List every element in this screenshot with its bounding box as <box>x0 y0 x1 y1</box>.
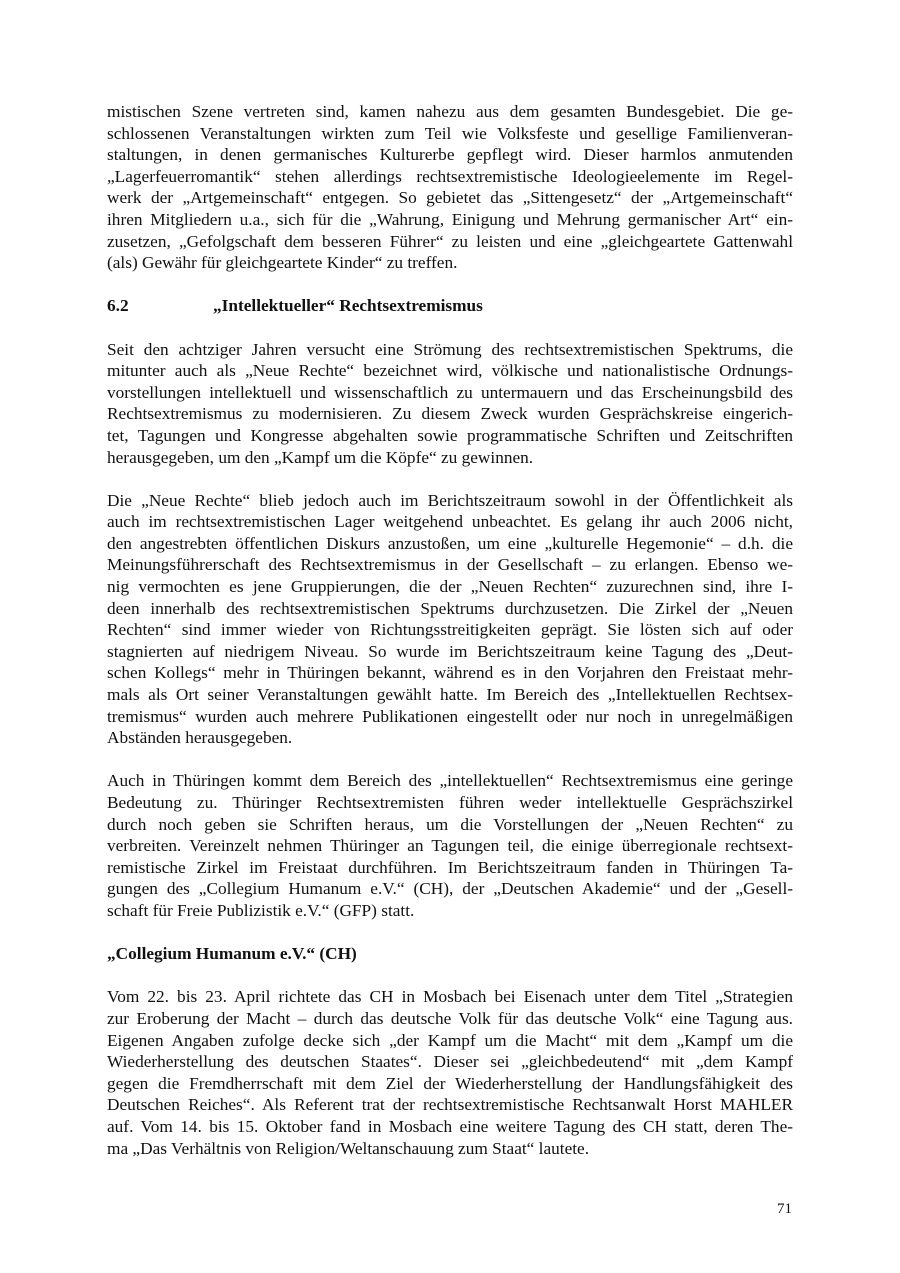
text-line: Rechtsextremismus zu modernisieren. Zu diesem Zweck wurden Gesprächskreise eingerich- <box>107 404 793 424</box>
document-page <box>107 101 793 1159</box>
text-line: Meinungsführerschaft des Rechtsextremismus in der Gesellschaft – zu erlangen. Ebenso we- <box>107 555 793 575</box>
text-line: Deutschen Reiches“. Als Referent trat der rechtsextremistische Rechtsanwalt Horst MAHLER <box>107 1095 793 1115</box>
text-line: verbreiten. Vereinzelt nehmen Thüringer an Tagungen teil, die einige überregionale rechtsext- <box>107 836 793 856</box>
text-line: mals als Ort seiner Veranstaltungen gewählt hatte. Im Bereich des „Intellektuellen Rechtsex- <box>107 685 793 705</box>
text-line: schen Kollegs“ mehr in Thüringen bekannt, während es in den Vorjahren den Freistaat mehr- <box>107 663 793 683</box>
text-line: staltungen, in denen germanisches Kulturerbe gepflegt wird. Dieser harmlos anmutenden <box>107 145 793 165</box>
text-line: mitunter auch als „Neue Rechte“ bezeichnet wird, völkische und nationalistische Ordnungs- <box>107 361 793 381</box>
section-heading-6-2 <box>107 295 793 317</box>
text-line: schaft für Freie Publizistik e.V.“ (GFP) statt. <box>107 900 415 920</box>
text-line: auf. Vom 14. bis 15. Oktober fand in Mosbach eine weitere Tagung des CH statt, deren The- <box>107 1116 793 1136</box>
section-number: 6.2 <box>107 296 129 316</box>
text-line: tremismus“ wurden auch mehrere Publikationen eingestellt oder nur noch in unregelmäßigen <box>107 706 793 726</box>
section-title: „Intellektueller“ Rechtsextremismus <box>213 296 483 316</box>
text-line: zur Eroberung der Macht – durch das deutsche Volk für das deutsche Volk“ eine Tagung aus. <box>107 1008 793 1028</box>
text-line: (als) Gewähr für gleichgeartete Kinder“ zu treffen. <box>107 253 458 273</box>
text-line: herausgegeben, um den „Kampf um die Köpfe“ zu gewinnen. <box>107 447 534 467</box>
text-line: mistischen Szene vertreten sind, kamen nahezu aus dem gesamten Bundesgebiet. Die ge- <box>107 102 793 121</box>
paragraph-neue-rechte-intro <box>107 339 793 469</box>
text-line: zusetzen, „Gefolgschaft dem besseren Führer“ zu leisten und eine „gleichgeartete Gattenwahl <box>107 231 793 251</box>
text-line: ihren Mitgliedern u.a., sich für die „Wahrung, Einigung und Mehrung germanischer Art“ ein- <box>107 209 793 229</box>
text-line: stagnierten auf niedrigem Niveau. So wurde im Berichtszeitraum keine Tagung des „Deut- <box>107 641 793 661</box>
text-line: Rechten“ sind immer wieder von Richtungsstreitigkeiten geprägt. Sie lösten sich auf oder <box>107 620 793 640</box>
text-line: Bedeutung zu. Thüringer Rechtsextremisten führen weder intellektuelle Gesprächszirkel <box>107 793 793 812</box>
text-line: Die „Neue Rechte“ blieb jedoch auch im Berichtszeitraum sowohl in der Öffentlichkeit als <box>107 490 793 510</box>
text-line: remistische Zirkel im Freistaat durchführen. Im Berichtszeitraum fanden in Thüringen Ta- <box>107 857 793 877</box>
text-line: „Lagerfeuerromantik“ stehen allerdings rechtsextremistische Ideologieelemente im Regel- <box>107 166 793 186</box>
paragraph-thueringen <box>107 770 793 921</box>
text-line: gungen des „Collegium Humanum e.V.“ (CH), der „Deutschen Akademie“ und der „Gesell- <box>107 879 793 899</box>
text-line: Abständen herausgegeben. <box>107 728 293 748</box>
text-line: Auch in Thüringen kommt dem Bereich des „intellektuellen“ Rechtsextremismus eine geringe <box>107 771 793 791</box>
text-line: Vom 22. bis 23. April richtete das CH in Mosbach bei Eisenach unter dem Titel „Strategien <box>107 987 793 1007</box>
page-number: 71 <box>777 1201 792 1217</box>
text-line: tet, Tagungen und Kongresse abgehalten sowie programmatische Schriften und Zeitschriften <box>107 425 793 445</box>
text-line: deen innerhalb des rechtsextremistischen Spektrums durchzusetzen. Die Zirkel der „Neuen <box>107 598 793 618</box>
paragraph-neue-rechte-2006 <box>107 490 793 749</box>
subsection-heading-ch: „Collegium Humanum e.V.“ (CH) <box>107 944 357 964</box>
text-line: Wiederherstellung des deutschen Staates“. Dieser sei „gleichbedeutend“ mit „dem Kampf <box>107 1052 793 1072</box>
intro-paragraph <box>107 101 793 274</box>
text-line: ma „Das Verhältnis von Religion/Weltanschauung zum Staat“ lautete. <box>107 1138 590 1158</box>
paragraph-collegium-humanum <box>107 986 793 1159</box>
text-line: Eigenen Angaben zufolge decke sich „der Kampf um die Macht“ mit dem „Kampf um die <box>107 1030 793 1050</box>
text-line: den angestrebten öffentlichen Diskurs anzustoßen, um eine „kulturelle Hegemonie“ – d.h. die <box>107 533 793 553</box>
text-line: vorstellungen intellektuell und wissenschaftlich zu untermauern und das Erscheinungsbild des <box>107 382 793 402</box>
text-line: gegen die Fremdherrschaft mit dem Ziel der Wiederherstellung der Handlungsfähigkeit des <box>107 1073 793 1093</box>
text-line: werk der „Artgemeinschaft“ entgegen. So gebietet das „Sittengesetz“ der „Artgemeinschaft“ <box>107 188 793 208</box>
text-line: Seit den achtziger Jahren versucht eine Strömung des rechtsextremistischen Spektrums, die <box>107 339 793 359</box>
text-line: nig vermochten es jene Gruppierungen, die der „Neuen Rechten“ zuzurechnen sind, ihre I- <box>107 577 793 597</box>
text-line: auch im rechtsextremistischen Lager weitgehend unbeachtet. Es gelang ihr auch 2006 nicht, <box>107 512 793 532</box>
text-line: schlossenen Veranstaltungen wirkten zum Teil wie Volksfeste und gesellige Familienveran- <box>107 123 793 143</box>
text-line: durch noch geben sie Schriften heraus, um die Vorstellungen der „Neuen Rechten“ zu <box>107 814 793 834</box>
